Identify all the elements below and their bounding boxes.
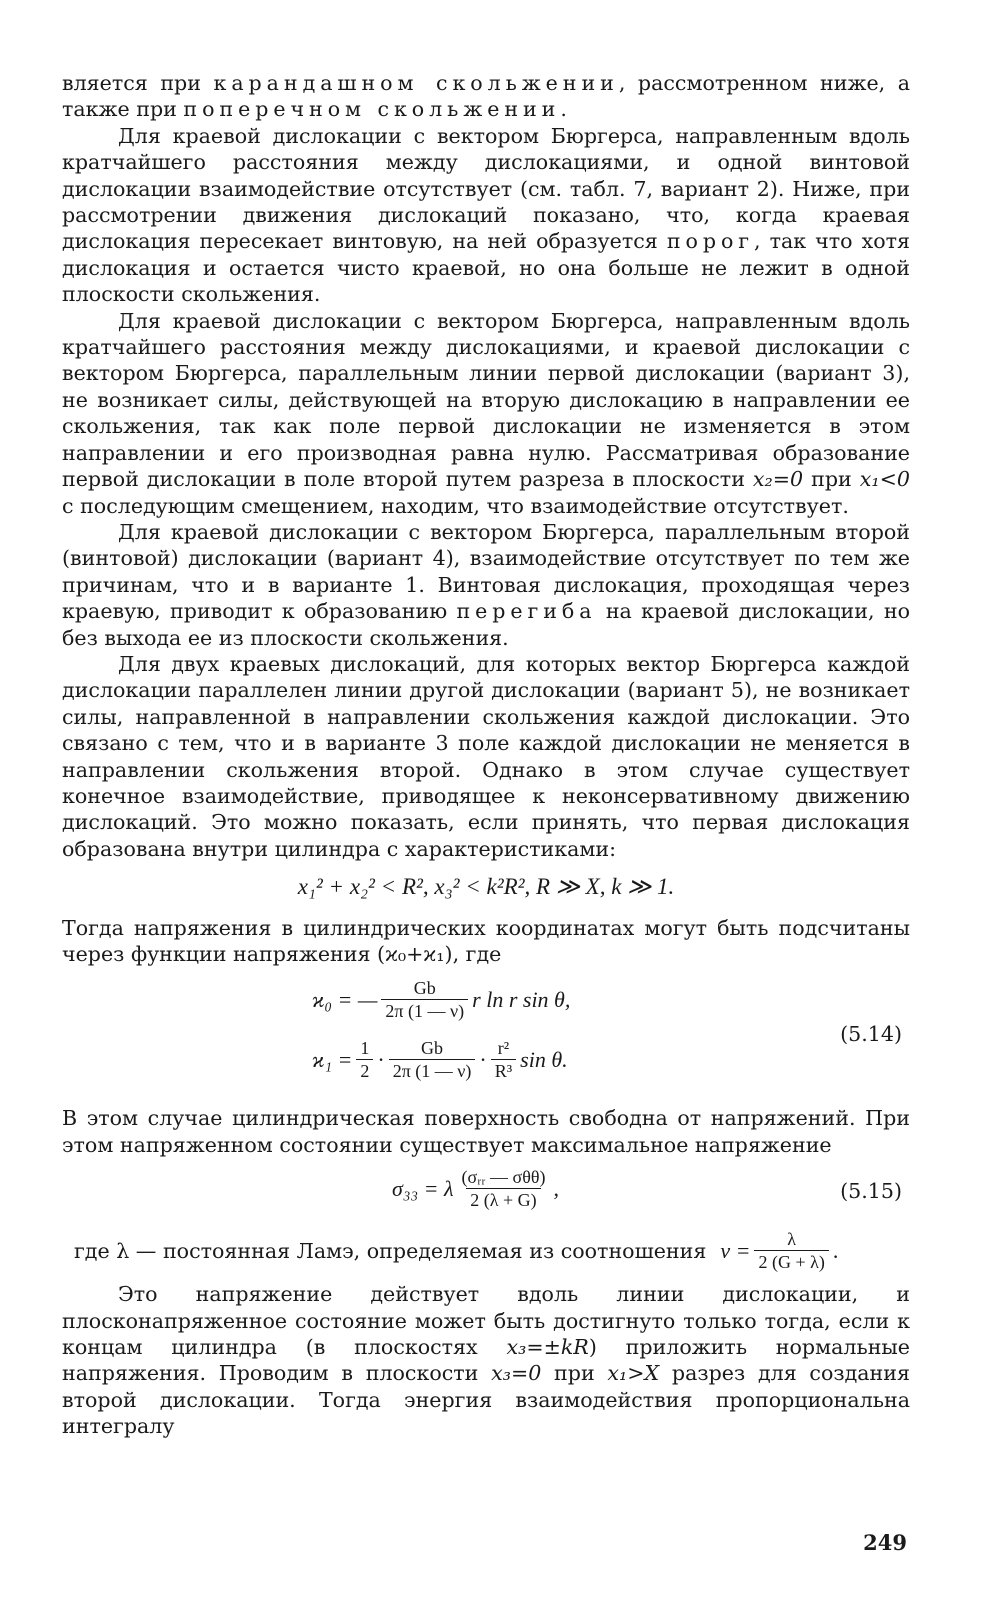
numerator: Gb	[421, 1038, 444, 1059]
eq-rhs: sin θ.	[520, 1046, 568, 1072]
paragraph-3	[62, 308, 910, 519]
paragraph-4	[62, 519, 910, 651]
dot-operator: ·	[479, 1046, 487, 1072]
fraction	[491, 1037, 516, 1082]
page-body	[62, 70, 910, 1440]
text: ) приложить нормальные напряжения. Проводим в плоскости	[62, 1335, 910, 1386]
text: где λ — постоянная Ламэ, определяемая из соотношения	[74, 1238, 707, 1263]
equation-5-14	[62, 975, 910, 1099]
dot-operator: ·	[377, 1046, 385, 1072]
eq-lhs: ϰ₁ =	[312, 1046, 353, 1072]
eq-lhs: σ₃₃ = λ	[392, 1175, 454, 1201]
text: разрез для создания второй дислокации. Тогда энергия взаимодействия пропорциональна интегралу	[62, 1361, 910, 1439]
numerator: r²	[497, 1038, 510, 1059]
inline-math: x₃=±kR	[506, 1335, 589, 1360]
eq-line-kappa1	[312, 1037, 568, 1082]
paragraph-6: Тогда напряжения в цилиндрических координатах могут быть подсчитаны через функции напряжения (ϰ₀+ϰ₁), где	[62, 915, 910, 966]
numerator: Gb	[413, 978, 436, 999]
eq-lhs: ϰ₀ = —	[312, 986, 378, 1012]
text: на краевой дислокации, но без выхода ее из плоскости скольжения.	[62, 599, 910, 650]
denominator: 2π (1 — ν)	[381, 999, 468, 1022]
formula-text: x₁² + x₂² < R², x₃² < k²R², R ≫ X, k ≫ 1.	[297, 874, 675, 900]
text: Это напряжение действует вдоль линии дислокации, и плосконапряженное состояние может быть достигнуто только тогда, если к концам цилиндра (в плоскостях	[62, 1282, 910, 1360]
text: Для краевой дислокации с вектором Бюргерса, направленным вдоль кратчайшего расстояния между дислокациями, и краевой дислокации с вектором Бюргерса, параллельным линии первой дислокации (вариант 3), не возникает силы, действующей на вторую дислокацию в направлении ее скольжения, так как поле первой дислокации не изменяется в этом направлении и его производная равна нулю. Рассматривая образование первой дислокации в поле второй путем разреза в плоскости	[62, 308, 910, 492]
denominator: R³	[491, 1059, 516, 1082]
equation-number: (5.15)	[840, 1179, 902, 1204]
numerator: λ	[787, 1229, 797, 1250]
text: , рассмотренном ниже, а также при	[62, 71, 910, 122]
denominator: 2 (λ + G)	[466, 1188, 540, 1211]
denominator: 2 (G + λ)	[754, 1250, 828, 1273]
spaced-term: порог	[666, 229, 755, 254]
text: Для краевой дислокации с вектором Бюргерса, направленным вдоль кратчайшего расстояния между дислокациями, и одной винтовой дислокации взаимодействие отсутствует (см. табл. 7, вариант 2). Ниже, при рассмотрении движения дислокаций показано, что, когда краевая дислокация пересекает винтовую, на ней образуется	[62, 123, 910, 254]
numerator: 1	[360, 1038, 370, 1059]
eq-lhs: ν =	[720, 1237, 751, 1263]
nu-relation	[720, 1228, 838, 1273]
spaced-term: карандашном скольжении	[213, 71, 619, 95]
inline-math: x₁>X	[607, 1361, 660, 1386]
eq-rhs: r ln r sin θ,	[472, 986, 571, 1012]
eq-line-kappa0	[312, 977, 570, 1022]
punctuation: .	[832, 1237, 839, 1263]
text: при	[541, 1361, 608, 1386]
paragraph-9	[62, 1281, 910, 1439]
paragraph-2	[62, 123, 910, 308]
text: при	[803, 467, 860, 492]
paragraph-5: Для двух краевых дислокаций, для которых вектор Бюргерса каждой дислокации параллелен линии другой дислокации (вариант 5), не возникает силы, направленной в направлении скольжения каждой дислокации. Это связано с тем, что и в варианте 3 поле каждой дислокации не меняется в направлении скольжения второй. Однако в этом случае существует конечное взаимодействие, приводящее к неконсервативному движению дислокаций. Это можно показать, если принять, что первая дислокация образована внутри цилиндра с характеристиками:	[62, 651, 910, 861]
paragraph-8	[74, 1228, 910, 1273]
spaced-term: перегиба	[456, 599, 597, 624]
fraction	[356, 1037, 373, 1082]
equation-5-15	[62, 1162, 910, 1224]
denominator: 2π (1 — ν)	[389, 1059, 476, 1082]
fraction	[754, 1228, 828, 1273]
numerator: (σᵣᵣ — σθθ)	[461, 1167, 546, 1188]
punctuation: ,	[553, 1175, 559, 1201]
formula-cylinder	[62, 874, 910, 900]
page-number: 249	[863, 1530, 907, 1555]
fraction	[458, 1166, 550, 1211]
eq-line-sigma33	[392, 1166, 559, 1211]
spaced-term: поперечном скольжении	[183, 97, 561, 122]
text: Для краевой дислокации с вектором Бюргерса, параллельным второй (винтовой) дислокации (вариант 4), взаимодействие отсутствует по тем же причинам, что и в варианте 1. Винтовая дислокация, проходящая через краевую, приводит к образованию	[62, 519, 910, 624]
text: вляется при	[62, 71, 214, 95]
text: с последующим смещением, находим, что взаимодействие отсутствует.	[62, 493, 849, 518]
inline-math: x₁<0	[859, 467, 910, 492]
fraction	[381, 977, 468, 1022]
fraction	[389, 1037, 476, 1082]
inline-math: x₃=0	[491, 1361, 542, 1386]
denominator: 2	[356, 1059, 373, 1082]
text: .	[560, 97, 567, 122]
equation-number: (5.14)	[840, 1022, 902, 1047]
paragraph-7: В этом случае цилиндрическая поверхность свободна от напряжений. При этом напряженном состоянии существует максимальное напряжение	[62, 1106, 910, 1157]
text: , так что хотя дислокация и остается чисто краевой, но она больше не лежит в одной плоскости скольжения.	[62, 229, 911, 307]
inline-math: x₂=0	[752, 467, 804, 492]
paragraph-1	[62, 70, 910, 123]
